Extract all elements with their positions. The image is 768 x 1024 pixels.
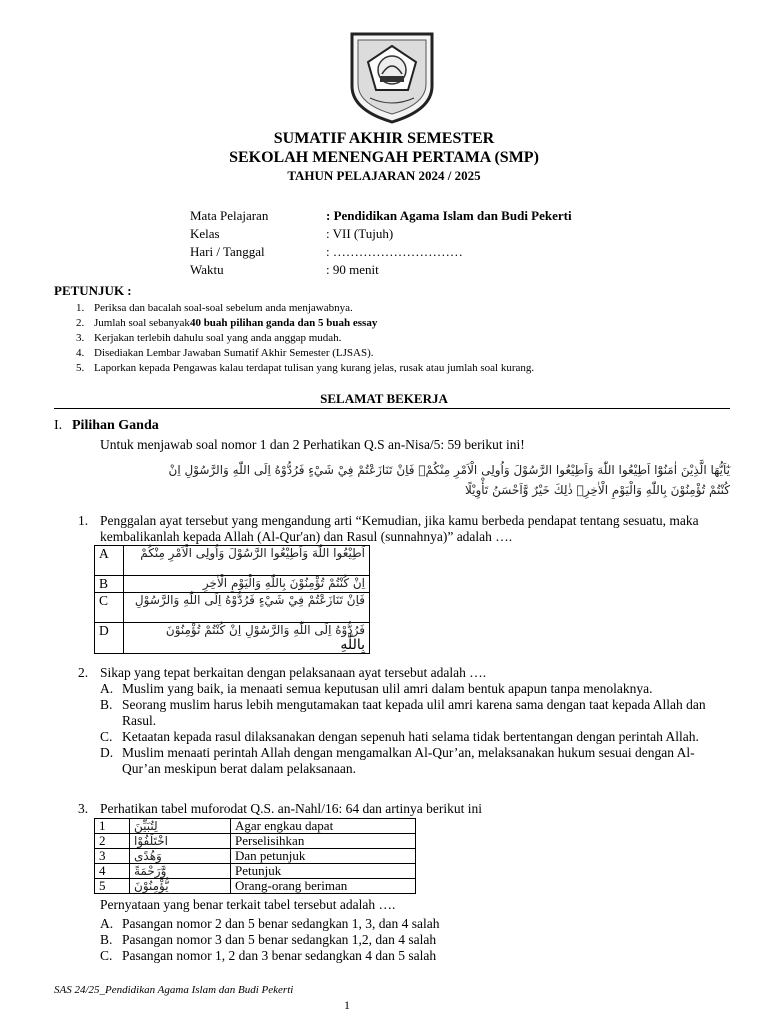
ayat-an-nisa: يٰٓاَيُّهَا الَّذِيْنَ اٰمَنُوْٓا اَطِيْعُوا اللّٰهَ وَاَطِيْعُوا الرَّسُوْلَ وَاُولِى الْاَمْرِ مِنْكُمْۚ فَاِنْ تَنَازَعْتُمْ فِيْ شَيْءٍ فَرُدُّوْهُ اِلَى اللّٰهِ وَالرَّسُوْلِ اِنْ كُنْتُمْ تُؤْمِنُوْنَ بِاللّٰهِ وَالْيَوْمِ الْاٰخِرِۗ ذٰلِكَ خَيْرٌ وَّاَحْسَنُ تَأْوِيْلًا [168, 463, 730, 497]
instruction-item: 3. Kerjakan terlebih dahulu soal yang anda anggap mudah. [76, 332, 342, 344]
document-title: SUMATIF AKHIR SEMESTER [273, 130, 495, 147]
option-letter: D [95, 623, 124, 654]
table-row: 1 لِتُبَيِّنَ Agar engkau dapat [95, 819, 416, 834]
q2-options [100, 681, 720, 777]
mufrodat-table [94, 818, 416, 894]
info-row-class [190, 225, 572, 243]
option-row[interactable] [95, 593, 370, 623]
q3-statement: Pernyataan yang benar terkait tabel tersebut adalah …. [100, 897, 396, 912]
page-footer: SAS 24/25_Pendidikan Agama Islam dan Budi Pekerti [54, 984, 294, 996]
info-value: : 90 menit [326, 262, 379, 277]
info-value: : Pendidikan Agama Islam dan Budi Pekerti [326, 208, 572, 223]
option-item[interactable]: D. Muslim menaati perintah Allah dengan mengamalkan Al-Qur’an, melaksanakan hukum sesuai dengan Al-Qur’an meskipun berat dalam pelaksanaan. [100, 745, 695, 776]
section-heading: I. Pilihan Ganda [54, 418, 159, 433]
section-title: Pilihan Ganda [72, 418, 159, 433]
option-arabic-cont: بِاللّٰهِ [340, 637, 365, 653]
instruction-item: 5. Laporkan kepada Pengawas kalau terdapat tulisan yang kurang jelas, rusak atau jumlah soal kurang. [76, 362, 535, 374]
option-letter: A [95, 546, 124, 576]
option-arabic: اِنْ كُنْتُمْ تُؤْمِنُوْنَ بِاللّٰهِ وَالْيَوْمِ الْاٰخِرِ [124, 576, 370, 593]
info-key: Kelas [190, 226, 220, 241]
instruction-item: 1. Periksa dan bacalah soal-soal sebelum anda menjawabnya. [76, 302, 353, 314]
exam-info [190, 207, 572, 279]
q3-text: Perhatikan tabel muforodat Q.S. an-Nahl/16: 64 dan artinya berikut ini [100, 801, 483, 816]
option-item[interactable]: A. Pasangan nomor 2 dan 5 benar sedangkan 1, 3, dan 4 salah [100, 916, 440, 931]
option-arabic: فَاِنْ تَنَازَعْتُمْ فِيْ شَيْءٍ فَرُدُّوْهُ اِلَى اللّٰهِ وَالرَّسُوْلِ [124, 593, 370, 623]
info-key: Waktu [190, 262, 224, 277]
instruction-item: 2. Jumlah soal sebanyak 40 buah pilihan ganda dan 5 buah essay [76, 317, 378, 329]
option-item[interactable]: B. Pasangan nomor 3 dan 5 benar sedangkan 1,2, dan 4 salah [100, 932, 437, 947]
q3-number: 3. [78, 801, 89, 816]
table-row: 5 يُّؤْمِنُوْنَ Orang-orang beriman [95, 879, 416, 894]
selamat-bekerja: SELAMAT BEKERJA [320, 391, 448, 406]
info-row-time [190, 261, 572, 279]
q2-number: 2. [78, 665, 89, 680]
option-item[interactable]: B. Seorang muslim harus lebih mengutamakan taat kepada ulil amri karena sama dengan taat kepada Allah dan Rasul. [100, 697, 706, 728]
academic-year: TAHUN PELAJARAN 2024 / 2025 [287, 168, 481, 183]
info-row-date [190, 243, 572, 261]
instruction-bold: 40 buah pilihan ganda dan 5 buah essay [189, 317, 378, 329]
info-key: Mata Pelajaran [190, 208, 269, 223]
instruction-item: 4. Disediakan Lembar Jawaban Sumatif Akhir Semester (LJSAS). [76, 347, 374, 359]
info-key: Hari / Tanggal [190, 244, 265, 259]
instructions-list [68, 301, 534, 376]
info-row-subject [190, 207, 572, 225]
option-arabic: اَطِيْعُوا اللّٰهَ وَاَطِيْعُوا الرَّسُوْلَ وَاُولِى الْاَمْرِ مِنْكُمْ [124, 546, 370, 576]
q1-number: 1. [78, 513, 89, 528]
school-name: SEKOLAH MENENGAH PERTAMA (SMP) [229, 149, 539, 166]
option-item[interactable]: C. Pasangan nomor 1, 2 dan 3 benar sedangkan 4 dan 5 salah [100, 948, 437, 963]
option-letter: B [95, 576, 124, 593]
option-row[interactable] [95, 623, 370, 654]
option-arabic: فَرُدُّوْهُ اِلَى اللّٰهِ وَالرَّسُوْلِ اِنْ كُنْتُمْ تُؤْمِنُوْنَ [165, 623, 365, 637]
divider [54, 408, 730, 409]
q3-options [100, 916, 720, 964]
page-number: 1 [344, 998, 350, 1012]
info-value: : VII (Tujuh) [326, 226, 394, 241]
option-item[interactable]: C. Ketaatan kepada rasul dilaksanakan dengan sepenuh hati selama tidak bertentangan dengan perintah Allah. [100, 729, 699, 744]
table-row: 4 وَّرَحْمَةً Petunjuk [95, 864, 416, 879]
school-logo [348, 28, 436, 124]
q2-text: Sikap yang tepat berkaitan dengan pelaksanaan ayat tersebut adalah …. [100, 665, 487, 680]
section-intro: Untuk menjawab soal nomor 1 dan 2 Perhatikan Q.S an-Nisa/5: 59 berikut ini! [100, 437, 525, 452]
table-row: 2 اخْتَلَفُوْا Perselisihkan [95, 834, 416, 849]
option-item[interactable]: A. Muslim yang baik, ia menaati semua keputusan ulil amri dalam bentuk apapun tanpa menolaknya. [100, 681, 653, 696]
option-letter: C [95, 593, 124, 623]
q1-options-table [94, 545, 370, 654]
option-row[interactable] [95, 546, 370, 576]
q1-text: Penggalan ayat tersebut yang mengandung arti “Kemudian, jika kamu berbeda pendapat tentang sesuatu, maka kembalikanlah kepada Allah (Al-Qur'an) dan Rasul (sunnahnya)” adalah …. [100, 513, 699, 544]
info-value: : ………………………… [326, 244, 463, 259]
instructions-heading: PETUNJUK : [54, 283, 132, 298]
table-row: 3 وَهُدًى Dan petunjuk [95, 849, 416, 864]
option-row[interactable] [95, 576, 370, 593]
